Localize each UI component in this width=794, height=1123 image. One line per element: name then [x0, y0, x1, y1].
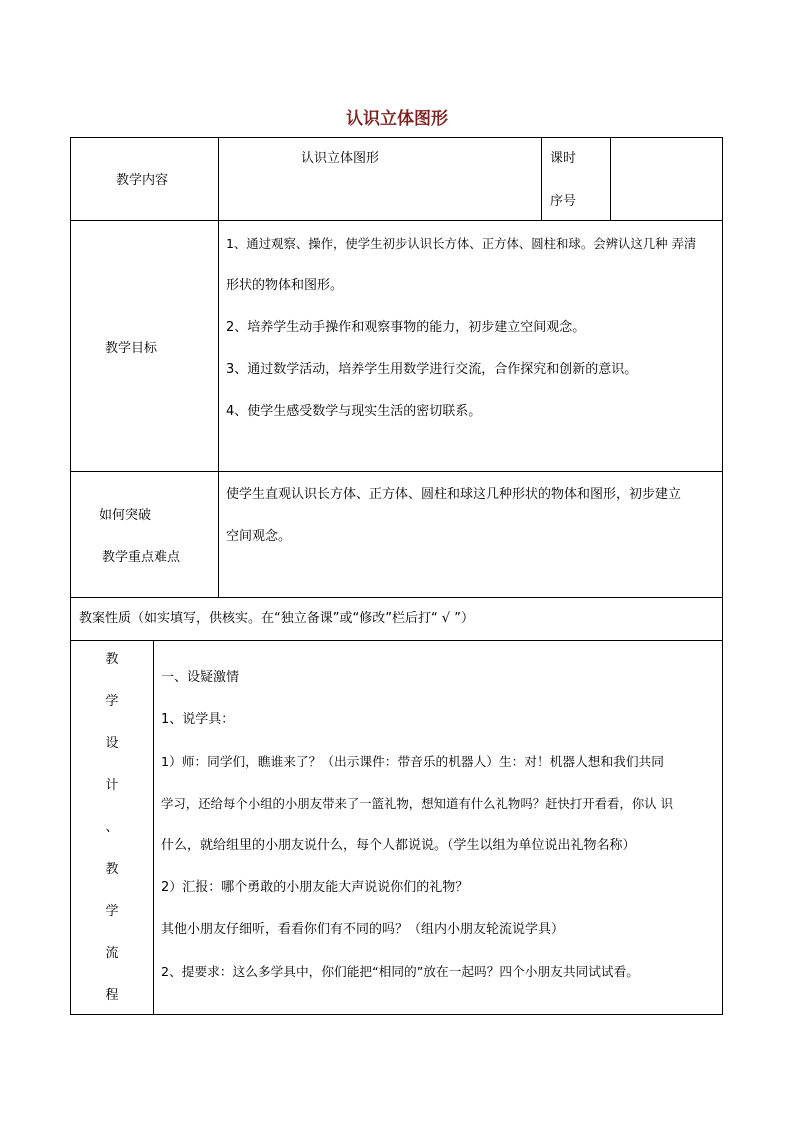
col-divider — [218, 138, 219, 597]
design-vertical-label — [71, 640, 153, 1014]
nature-note: 教案性质（如实填写，供核实。在“独立备课”或“修改”栏后打“ √ ”） — [79, 611, 474, 626]
design-label-char: 程 — [105, 988, 119, 1003]
difficulty-label: 如何突破 — [99, 508, 152, 523]
period-label: 课时 — [550, 151, 577, 166]
col-divider — [541, 138, 542, 220]
difficulty-line: 使学生直观认识长方体、正方体、圆柱和球这几种形状的物体和图形，初步建立 — [226, 487, 682, 502]
objective-line: 形状的物体和图形。 — [226, 278, 344, 293]
col-divider — [153, 640, 154, 1014]
difficulty-line: 空间观念。 — [226, 529, 292, 544]
content-value: 认识立体图形 — [301, 151, 380, 166]
design-label-char: 流 — [105, 946, 119, 961]
page-title: 认识立体图形 — [346, 109, 448, 129]
objectives-label: 教学目标 — [105, 341, 158, 356]
objective-line: 3、通过数学活动，培养学生用数学进行交流，合作探究和创新的意识。 — [226, 362, 638, 377]
content-label: 教学内容 — [116, 173, 169, 188]
objective-line: 1、通过观察、操作，使学生初步认识长方体、正方体、圆柱和球。会辨认这几种 弄清 — [226, 236, 697, 251]
difficulty-label: 教学重点难点 — [102, 550, 181, 565]
design-label-char: 计 — [105, 778, 119, 793]
row-divider — [71, 597, 722, 598]
design-line: 1）师：同学们，瞧谁来了？（出示课件：带音乐的机器人）生：对！机器人想和我们共同 — [161, 754, 664, 769]
row-divider — [71, 471, 722, 472]
design-line: 其他小朋友仔细听，看看你们有不同的吗？（组内小朋友轮流说学具） — [161, 922, 565, 937]
objective-line: 2、培养学生动手操作和观察事物的能力，初步建立空间观念。 — [226, 320, 586, 335]
design-line: 什么，就给组里的小朋友说什么，每个人都说说。（学生以组为单位说出礼物名称） — [161, 838, 636, 853]
design-line: 1、说学具： — [161, 712, 235, 727]
row-divider — [71, 220, 722, 221]
design-line: 2）汇报：哪个勇敢的小朋友能大声说说你们的礼物？ — [161, 880, 469, 895]
lesson-plan-table — [70, 137, 723, 1015]
design-label-char: 教 — [105, 862, 119, 877]
design-label-char: 设 — [105, 736, 119, 751]
row-divider — [71, 640, 722, 641]
design-line: 学习，还给每个小组的小朋友带来了一篮礼物，想知道有什么礼物吗？赶快打开看看，你认 识 — [161, 796, 673, 811]
design-label-char: 学 — [105, 694, 119, 709]
design-label-char: 教 — [105, 652, 119, 667]
design-line: 一、设疑激情 — [161, 670, 240, 685]
design-line: 2、提要求：这么多学具中，你们能把“相同的”放在一起吗？四个小朋友共同试试看。 — [161, 964, 639, 979]
objective-line: 4、使学生感受数学与现实生活的密切联系。 — [226, 404, 482, 419]
col-divider — [610, 138, 611, 220]
design-label-char: 学 — [105, 904, 119, 919]
order-label: 序号 — [550, 194, 577, 209]
design-label-char: 、 — [105, 820, 119, 835]
